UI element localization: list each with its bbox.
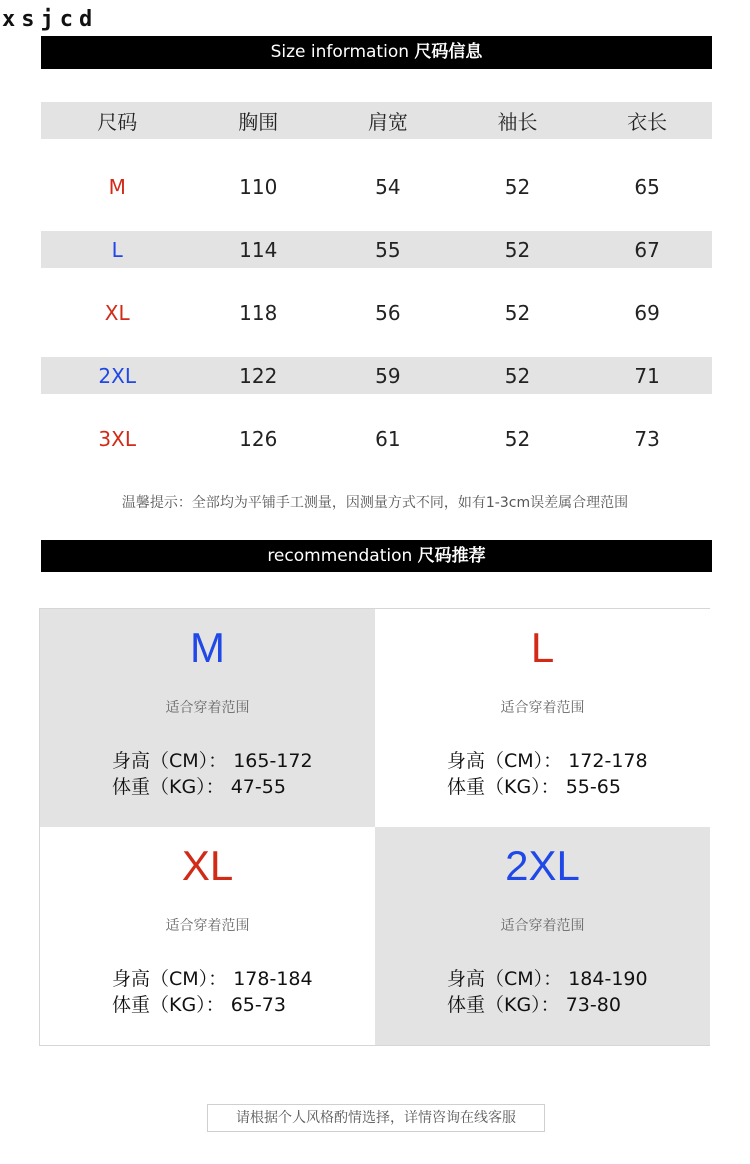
table-cell: 65 bbox=[634, 174, 660, 199]
table-header-cell: 肩宽 bbox=[367, 110, 408, 134]
table-cell: 67 bbox=[634, 237, 660, 262]
table-cell: 71 bbox=[634, 363, 660, 388]
table-cell: 52 bbox=[504, 237, 531, 262]
table-row bbox=[41, 420, 712, 457]
table-header-cell: 袖长 bbox=[497, 110, 538, 134]
table-cell: 114 bbox=[239, 237, 278, 262]
card-subtitle: 适合穿着范围 bbox=[500, 700, 585, 716]
size-info-banner bbox=[41, 36, 712, 69]
card-height-range: 身高（CM）： 172-178 bbox=[447, 750, 648, 772]
card-weight-range: 体重（KG）： 73-80 bbox=[447, 994, 621, 1016]
size-label: M bbox=[108, 174, 126, 199]
recommendation-card-m bbox=[40, 609, 375, 827]
table-cell: 61 bbox=[375, 426, 401, 451]
recommendation-title-cn: 尺码推荐 bbox=[417, 546, 486, 566]
size-label: L bbox=[111, 237, 123, 262]
table-cell: 122 bbox=[239, 363, 278, 388]
card-weight-range: 体重（KG）： 55-65 bbox=[447, 776, 621, 798]
table-cell: 52 bbox=[504, 300, 531, 325]
card-size: XL bbox=[181, 842, 234, 889]
card-subtitle: 适合穿着范围 bbox=[165, 918, 250, 934]
table-cell: 126 bbox=[239, 426, 278, 451]
recommendation-title-en: recommendation bbox=[267, 546, 413, 566]
footer-note: 请根据个人风格酌情选择，详情咨询在线客服 bbox=[207, 1104, 545, 1132]
card-weight-range: 体重（KG）： 65-73 bbox=[112, 994, 286, 1016]
table-row bbox=[41, 357, 712, 394]
size-table bbox=[41, 102, 712, 457]
table-cell: 52 bbox=[504, 363, 531, 388]
table-row bbox=[41, 294, 712, 331]
table-header-cell: 尺码 bbox=[97, 110, 138, 134]
recommendation-banner bbox=[41, 540, 712, 572]
table-row bbox=[41, 168, 712, 205]
table-cell: 55 bbox=[375, 237, 401, 262]
table-cell: 52 bbox=[504, 174, 531, 199]
card-weight-range: 体重（KG）： 47-55 bbox=[112, 776, 286, 798]
card-height-range: 身高（CM）： 178-184 bbox=[112, 968, 313, 990]
recommendation-grid bbox=[39, 608, 710, 1046]
card-subtitle: 适合穿着范围 bbox=[165, 700, 250, 716]
card-size: M bbox=[190, 624, 225, 671]
table-cell: 118 bbox=[239, 300, 278, 325]
card-size: 2XL bbox=[505, 842, 580, 889]
table-header-cell: 衣长 bbox=[627, 110, 668, 134]
size-label: XL bbox=[104, 300, 130, 325]
table-cell: 69 bbox=[634, 300, 660, 325]
card-subtitle: 适合穿着范围 bbox=[500, 918, 585, 934]
size-info-title-en: Size information bbox=[270, 42, 409, 62]
table-header-row bbox=[41, 102, 712, 139]
card-height-range: 身高（CM）： 165-172 bbox=[112, 750, 313, 772]
size-info-title-cn: 尺码信息 bbox=[414, 42, 483, 62]
brand-logo: xsjcd bbox=[2, 7, 99, 32]
table-cell: 59 bbox=[375, 363, 401, 388]
card-height-range: 身高（CM）： 184-190 bbox=[447, 968, 648, 990]
table-cell: 52 bbox=[504, 426, 531, 451]
size-label: 3XL bbox=[98, 426, 136, 451]
recommendation-card-xl bbox=[40, 827, 375, 1045]
table-row bbox=[41, 231, 712, 268]
measurement-note: 温馨提示：全部均为平铺手工测量，因测量方式不同，如有1-3cm误差属合理范围 bbox=[121, 495, 629, 511]
table-cell: 56 bbox=[375, 300, 401, 325]
table-cell: 73 bbox=[634, 426, 660, 451]
table-header-cell: 胸围 bbox=[238, 110, 279, 134]
recommendation-card-l bbox=[375, 609, 710, 827]
table-cell: 54 bbox=[375, 174, 401, 199]
recommendation-card-2xl bbox=[375, 827, 710, 1045]
size-label: 2XL bbox=[98, 363, 136, 388]
card-size: L bbox=[530, 624, 555, 671]
table-cell: 110 bbox=[239, 174, 278, 199]
